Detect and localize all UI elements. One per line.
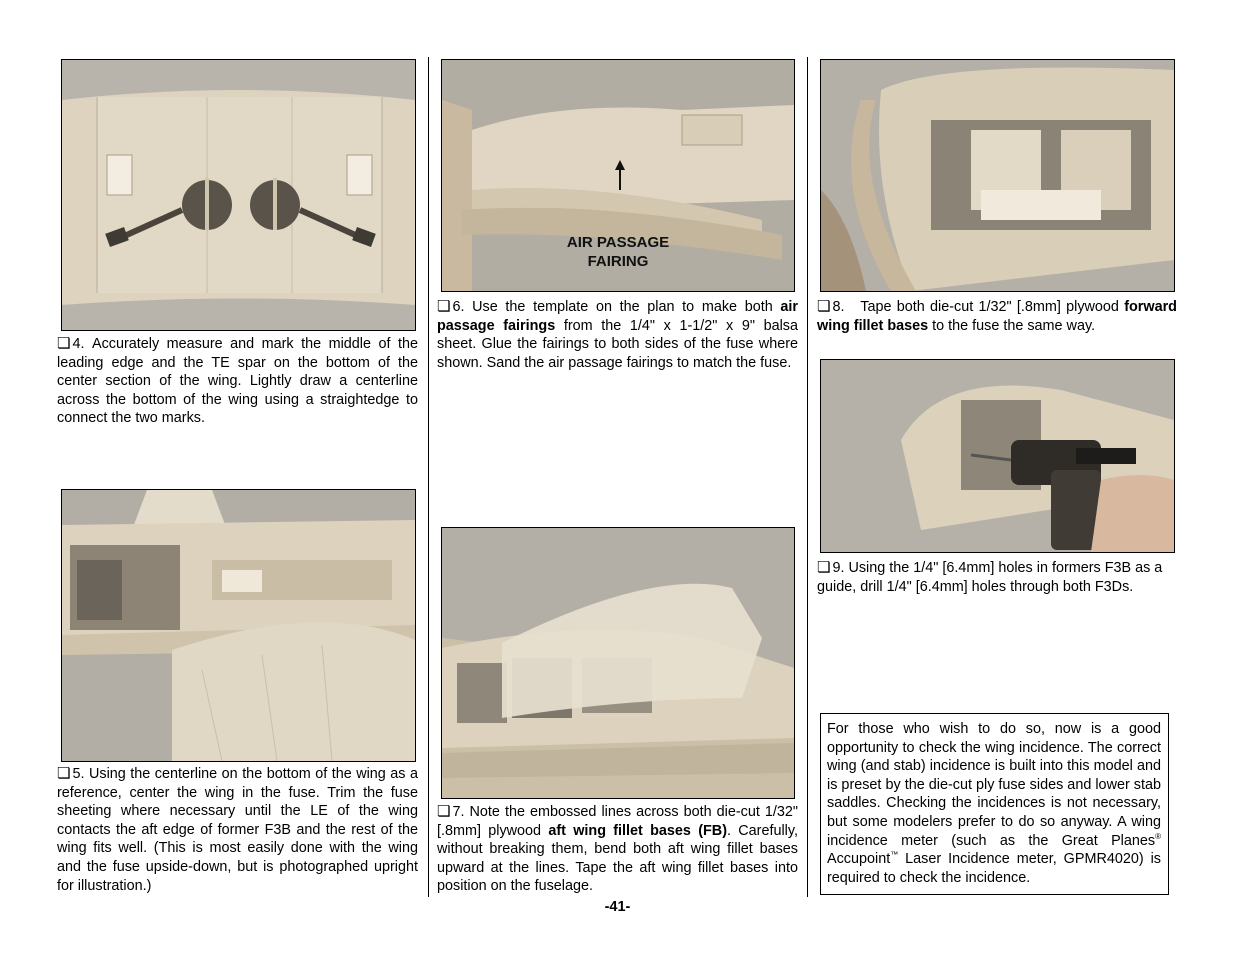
step-4-number: 4. — [72, 336, 85, 352]
column-divider-2 — [807, 57, 808, 897]
step-6-body-post: from the 1/4" x 1-1/2" x 9" balsa sheet. Glue the fairings to both sides of the fuse where shown. Sand the air passage fairings to match the fuse. — [437, 317, 799, 371]
step-9-text — [817, 559, 1177, 596]
step-8-body-post: to the fuse the same way. — [928, 317, 1096, 334]
note-text-b: Accupoint — [827, 851, 891, 868]
checkbox-icon[interactable]: ❏ — [817, 298, 831, 315]
step-6-text — [437, 298, 798, 372]
step-8-text — [817, 298, 1177, 335]
step-9-number: 9. — [832, 560, 845, 576]
step-8-number: 8. — [832, 299, 845, 315]
photo-air-passage-fairing — [441, 59, 795, 292]
step-5-body: Using the centerline on the bottom of the wing as a reference, center the wing in the fuse. Trim the fuse sheeting where necessary until the LE of the wing contacts the aft edge of former F3B and the rest of the wing fits well. (This is most easily done with the wing and the fuse upside-down, but is photographed upright for illustration.) — [57, 766, 418, 894]
column-divider-1 — [428, 57, 429, 897]
step-5-number: 5. — [72, 766, 85, 782]
checkbox-icon[interactable]: ❏ — [57, 335, 71, 352]
step-8-body-pre: Tape both die-cut 1/32" [.8mm] plywood — [860, 299, 1125, 315]
checkbox-icon[interactable]: ❏ — [437, 298, 451, 315]
step-4-body: Accurately measure and mark the middle of the leading edge and the TE spar on the bottom of the center section of the wing. Lightly draw a centerline across the bottom of the wing using a straightedge to connect the two marks. — [57, 336, 418, 427]
step-8-part-name: forward wing fillet bases — [817, 299, 1177, 334]
step-7-text — [437, 803, 798, 896]
photo-forward-wing-fillet — [820, 59, 1175, 292]
step-7-number: 7. — [452, 804, 465, 820]
step-9-body: Using the 1/4" [6.4mm] holes in formers F3B as a guide, drill 1/4" [6.4mm] holes through both F3Ds. — [817, 560, 1163, 595]
incidence-note-box — [820, 713, 1169, 895]
air-passage-label-line1: AIR PASSAGE — [566, 234, 670, 251]
checkbox-icon[interactable]: ❏ — [437, 803, 451, 820]
step-4-text — [57, 335, 418, 428]
step-7-body-pre: Note the embossed lines across both die-cut 1/32" [.8mm] plywood — [437, 804, 798, 839]
trademark-mark: ™ — [890, 850, 899, 860]
photo-drilling-f3d — [820, 359, 1175, 553]
photo-wing-in-fuse — [61, 489, 416, 762]
photo-aft-wing-fillet — [441, 527, 795, 799]
step-6-part-name: air passage fairings — [437, 299, 798, 334]
step-7-body-post: . Carefully, without breaking them, bend both aft wing fillet bases upward at the lines. Tape the aft wing fillet bases into position on the fuselage. — [437, 822, 798, 895]
note-text-a: For those who wish to do so, now is a good opportunity to check the wing incidence. The correct wing (and stab) incidence is built into this model and is preset by the die-cut ply fuse sides and lower stab saddles. Checking the incidences is not necessary, but some modelers prefer to do so anyway. A wing incidence meter (such as the Great Planes — [827, 721, 1161, 849]
checkbox-icon[interactable]: ❏ — [817, 559, 831, 576]
step-7-part-name: aft wing fillet bases (FB) — [548, 822, 727, 839]
registered-mark: ® — [1155, 831, 1161, 841]
checkbox-icon[interactable]: ❏ — [57, 765, 71, 782]
note-text-c: Laser Incidence meter, GPMR4020) is required to check the incidence. — [827, 851, 1161, 886]
step-6-number: 6. — [452, 299, 465, 315]
step-5-text — [57, 765, 418, 895]
page-number: -41- — [604, 899, 631, 915]
step-6-body-pre: Use the template on the plan to make both — [472, 299, 781, 315]
photo-wing-bottom — [61, 59, 416, 331]
air-passage-label-line2: FAIRING — [587, 253, 649, 270]
